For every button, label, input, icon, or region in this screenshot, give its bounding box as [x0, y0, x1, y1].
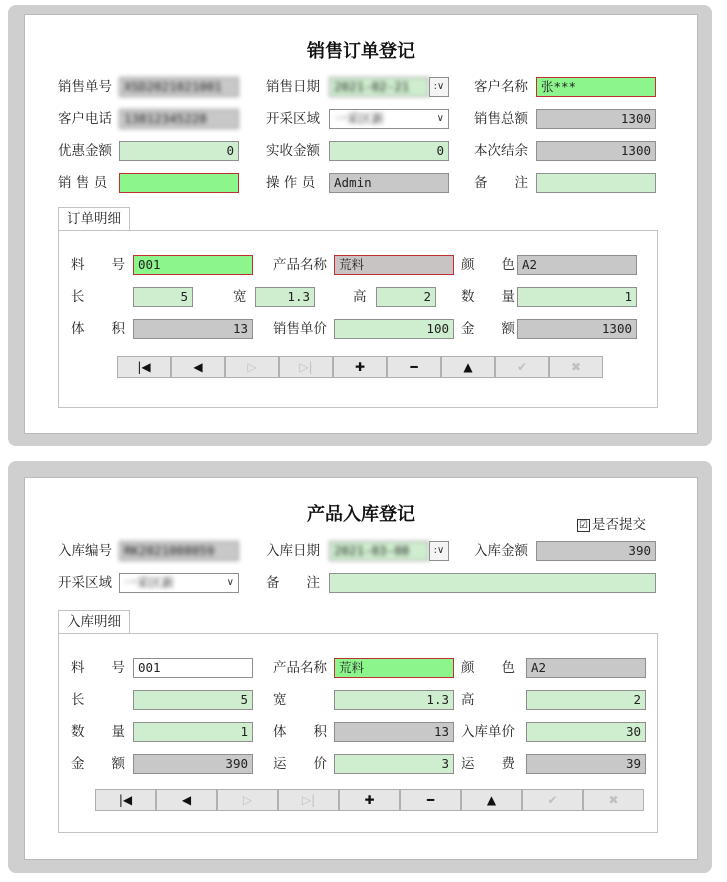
order-detail-group [58, 230, 658, 408]
item-label: 料 号 [71, 257, 125, 273]
up-icon: ▲ [463, 360, 473, 374]
stock-area-label: 开采区域 [58, 575, 112, 591]
prev-icon: ◀ [181, 793, 192, 807]
freight-price-label: 运 价 [273, 756, 327, 772]
discount-field[interactable]: 0 [119, 141, 239, 161]
qty-field[interactable]: 1 [517, 287, 637, 307]
stock-amount-label: 金 额 [71, 756, 125, 772]
stock-height-label: 高 [461, 692, 475, 708]
stock-item-label: 料 号 [71, 660, 125, 676]
customer-field[interactable]: 张*** [536, 77, 656, 97]
stock-remark-label: 备 注 [266, 575, 320, 591]
sale-date-label: 销售日期 [266, 79, 320, 95]
settle-field[interactable]: 1300 [536, 141, 656, 161]
amount-field[interactable]: 1300 [517, 319, 637, 339]
prev-record-button[interactable] [171, 356, 225, 378]
operator-field[interactable]: Admin [329, 173, 449, 193]
color-field[interactable]: A2 [517, 255, 637, 275]
freight-label: 运 费 [461, 756, 515, 772]
area-value: 一采区新 [334, 111, 385, 126]
received-label: 实收金额 [266, 143, 320, 159]
next-record-button[interactable] [225, 356, 279, 378]
total-label: 销售总额 [474, 111, 528, 127]
stock-height-field[interactable]: 2 [526, 690, 646, 710]
amount-label: 金 额 [461, 321, 515, 337]
first-record-button[interactable] [95, 789, 156, 811]
stock-amount-field[interactable]: 390 [133, 754, 253, 774]
stock-unit-price-label: 入库单价 [461, 724, 515, 740]
cancel-icon: ✖ [570, 360, 582, 374]
minus-icon: ━ [426, 793, 435, 807]
sales-order-window [8, 5, 712, 446]
seller-field[interactable] [119, 173, 239, 193]
sale-date-dropdown-button[interactable] [429, 77, 449, 97]
area-select[interactable] [329, 109, 449, 129]
edit-record-button[interactable] [441, 356, 495, 378]
in-date-label: 入库日期 [266, 543, 320, 559]
height-label: 高 [353, 289, 367, 305]
delete-record-button[interactable] [400, 789, 461, 811]
cancel-record-button[interactable] [583, 789, 644, 811]
prev-icon: ◀ [193, 360, 203, 374]
phone-field[interactable]: 13812345228 [119, 109, 239, 129]
unit-price-label: 销售单价 [273, 321, 327, 337]
stock-detail-group [58, 633, 658, 833]
discount-label: 优惠金额 [58, 143, 112, 159]
length-field[interactable]: 5 [133, 287, 193, 307]
stock-volume-field[interactable]: 13 [334, 722, 454, 742]
color-label: 颜 色 [461, 257, 515, 273]
first-icon: |◀ [118, 793, 133, 807]
delete-record-button[interactable] [387, 356, 441, 378]
first-icon: |◀ [137, 360, 151, 374]
stock-area-select[interactable] [119, 573, 239, 593]
add-record-button[interactable] [339, 789, 400, 811]
next-icon: ▷ [242, 793, 253, 807]
sales-navigator [117, 356, 603, 378]
stock-navigator [95, 789, 644, 811]
freight-price-field[interactable]: 3 [334, 754, 454, 774]
first-record-button[interactable] [117, 356, 171, 378]
submitted-label: 是否提交 [592, 517, 646, 533]
tab-order-detail[interactable]: 订单明细 [58, 207, 130, 231]
edit-record-button[interactable] [461, 789, 522, 811]
stock-product-field[interactable]: 荒料 [334, 658, 454, 678]
length-label: 长 [71, 289, 85, 305]
in-no-label: 入库编号 [58, 543, 112, 559]
post-record-button[interactable] [495, 356, 549, 378]
width-label: 宽 [233, 289, 247, 305]
in-amount-field[interactable]: 390 [536, 541, 656, 561]
plus-icon: ✚ [364, 793, 375, 807]
sales-order-title: 销售订单登记 [307, 41, 415, 62]
check-icon: ✔ [516, 360, 528, 374]
stock-qty-label: 数 量 [71, 724, 125, 740]
post-record-button[interactable] [522, 789, 583, 811]
settle-label: 本次结余 [474, 143, 528, 159]
check-icon: ☑ [577, 519, 590, 532]
unit-price-field[interactable]: 100 [334, 319, 454, 339]
customer-label: 客户名称 [474, 79, 528, 95]
product-field[interactable]: 荒料 [334, 255, 454, 275]
phone-label: 客户电话 [58, 111, 112, 127]
in-date-field[interactable]: 2021-03-08 [329, 541, 429, 561]
qty-label: 数 量 [461, 289, 515, 305]
cancel-icon: ✖ [608, 793, 619, 807]
stock-area-value: 一采区新 [124, 575, 175, 590]
stock-volume-label: 体 积 [273, 724, 327, 740]
stock-color-label: 颜 色 [461, 660, 515, 676]
last-record-button[interactable] [279, 356, 333, 378]
sale-date-field[interactable]: 2021-02-21 [329, 77, 429, 97]
stock-qty-field[interactable]: 1 [133, 722, 253, 742]
chevron-down-icon: :∨ [433, 81, 445, 92]
chevron-down-icon: ∨ [226, 577, 234, 588]
stock-in-form [24, 477, 698, 860]
freight-field[interactable]: 39 [526, 754, 646, 774]
order-no-field[interactable]: XSD2021021001 [119, 77, 239, 97]
last-icon: ▷| [299, 360, 313, 374]
stock-item-field[interactable]: 001 [133, 658, 253, 678]
cancel-record-button[interactable] [549, 356, 603, 378]
order-no-label: 销售单号 [58, 79, 112, 95]
check-icon: ✔ [547, 793, 558, 807]
stock-width-label: 宽 [273, 692, 287, 708]
product-label: 产品名称 [273, 257, 327, 273]
stock-in-title: 产品入库登记 [307, 504, 415, 525]
received-field[interactable]: 0 [329, 141, 449, 161]
remark-field[interactable] [536, 173, 656, 193]
stock-product-label: 产品名称 [273, 660, 327, 676]
chevron-down-icon: :∨ [433, 545, 445, 556]
prev-record-button[interactable] [156, 789, 217, 811]
stock-unit-price-field[interactable]: 30 [526, 722, 646, 742]
up-icon: ▲ [486, 793, 497, 807]
stock-remark-field[interactable] [329, 573, 656, 593]
add-record-button[interactable] [333, 356, 387, 378]
total-field[interactable]: 1300 [536, 109, 656, 129]
stock-length-field[interactable]: 5 [133, 690, 253, 710]
height-field[interactable]: 2 [376, 287, 436, 307]
stock-color-field[interactable]: A2 [526, 658, 646, 678]
stock-length-label: 长 [71, 692, 85, 708]
width-field[interactable]: 1.3 [255, 287, 315, 307]
tab-stock-detail[interactable]: 入库明细 [58, 610, 130, 634]
remark-label: 备 注 [474, 175, 528, 191]
in-amount-label: 入库金额 [474, 543, 528, 559]
in-date-dropdown-button[interactable] [429, 541, 449, 561]
area-label: 开采区域 [266, 111, 320, 127]
next-icon: ▷ [247, 360, 257, 374]
sales-order-form [24, 14, 698, 434]
last-record-button[interactable] [278, 789, 339, 811]
last-icon: ▷| [301, 793, 316, 807]
plus-icon: ✚ [354, 360, 366, 374]
volume-field[interactable]: 13 [133, 319, 253, 339]
chevron-down-icon: ∨ [436, 113, 444, 124]
minus-icon: ━ [410, 360, 418, 374]
stock-width-field[interactable]: 1.3 [334, 690, 454, 710]
in-no-field[interactable]: RK2021008059 [119, 541, 239, 561]
volume-label: 体 积 [71, 321, 125, 337]
submitted-checkbox[interactable] [577, 516, 646, 534]
stock-in-window [8, 461, 712, 873]
item-field[interactable]: 001 [133, 255, 253, 275]
operator-label: 操 作 员 [266, 175, 316, 191]
next-record-button[interactable] [217, 789, 278, 811]
seller-label: 销 售 员 [58, 175, 108, 191]
